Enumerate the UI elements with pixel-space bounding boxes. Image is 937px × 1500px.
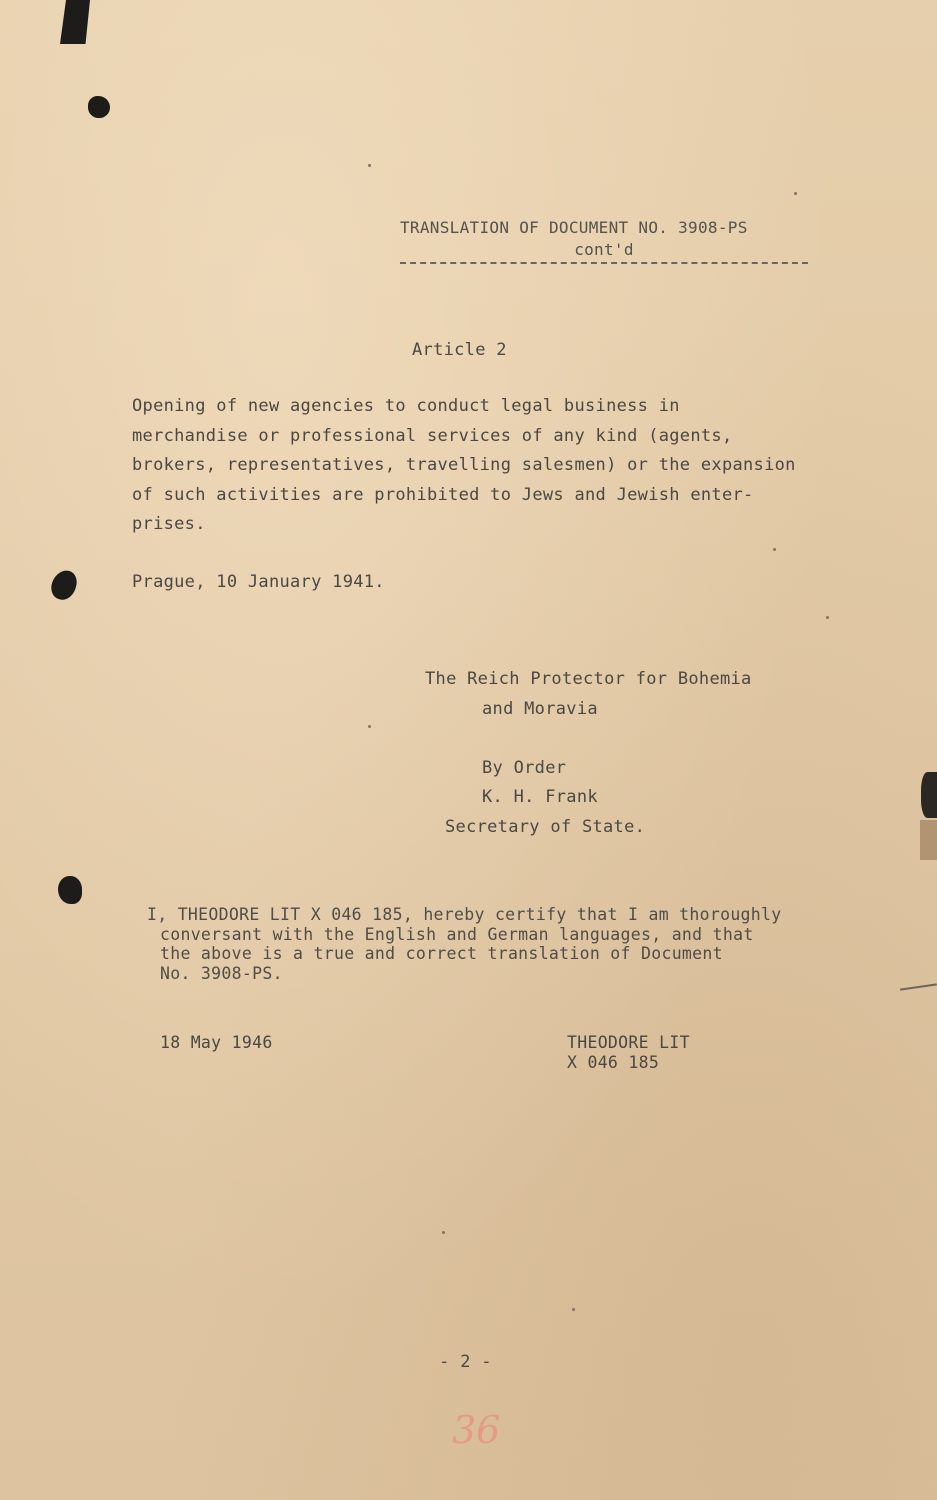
- signature-line: K. H. Frank: [482, 787, 598, 807]
- speck: [442, 1231, 445, 1234]
- speck: [572, 1308, 575, 1311]
- speck: [826, 616, 829, 619]
- document-subtitle: cont'd: [574, 240, 634, 259]
- body-line: of such activities are prohibited to Jews and Jewish enter-: [132, 484, 754, 505]
- certification-date: 18 May 1946: [160, 1033, 273, 1052]
- speck: [368, 725, 371, 728]
- signature-line: By Order: [482, 757, 567, 778]
- edge-mark: [920, 820, 937, 860]
- signature-line: The Reich Protector for Bohemia: [425, 669, 752, 689]
- page-number-text: - 2 -: [439, 1352, 492, 1372]
- article-heading: Article 2: [412, 340, 507, 360]
- place-date: Prague, 10 January 1941.: [132, 572, 385, 592]
- document-title: TRANSLATION OF DOCUMENT NO. 3908-PS: [400, 218, 748, 237]
- torn-corner-mark: [60, 0, 90, 44]
- article-body: [132, 392, 796, 540]
- certification-line: conversant with the English and German languages, and that: [160, 924, 754, 944]
- punch-hole: [48, 567, 80, 603]
- body-line: Opening of new agencies to conduct legal business in: [132, 396, 680, 416]
- signature-line: and Moravia: [482, 698, 598, 719]
- body-line: prises.: [132, 514, 206, 534]
- signature-spacer: [425, 724, 752, 754]
- body-line: merchandise or professional services of any kind (agents,: [132, 425, 733, 446]
- signature-block: [425, 665, 752, 842]
- punch-hole: [88, 96, 110, 118]
- certifier-signature: [567, 1033, 690, 1073]
- certification-line: No. 3908-PS.: [160, 963, 283, 983]
- punch-hole: [58, 876, 82, 904]
- page-number: [0, 1348, 937, 1378]
- header-underline: [400, 262, 808, 264]
- edge-mark: [921, 772, 937, 818]
- body-line: brokers, representatives, travelling salesmen) or the expansion: [132, 455, 796, 475]
- certifier-name: THEODORE LIT: [567, 1033, 690, 1052]
- speck: [368, 164, 371, 167]
- speck: [794, 192, 797, 195]
- certifier-id: X 046 185: [567, 1053, 660, 1072]
- signature-line: Secretary of State.: [445, 816, 646, 837]
- handwritten-page-number: 36: [452, 1408, 501, 1452]
- speck: [773, 548, 776, 551]
- certification-line: I, THEODORE LIT X 046 185, hereby certify that I am thoroughly: [147, 905, 782, 924]
- edge-mark: [900, 983, 937, 990]
- certification-statement: [147, 905, 782, 983]
- certification-line: the above is a true and correct translation of Document: [160, 944, 723, 963]
